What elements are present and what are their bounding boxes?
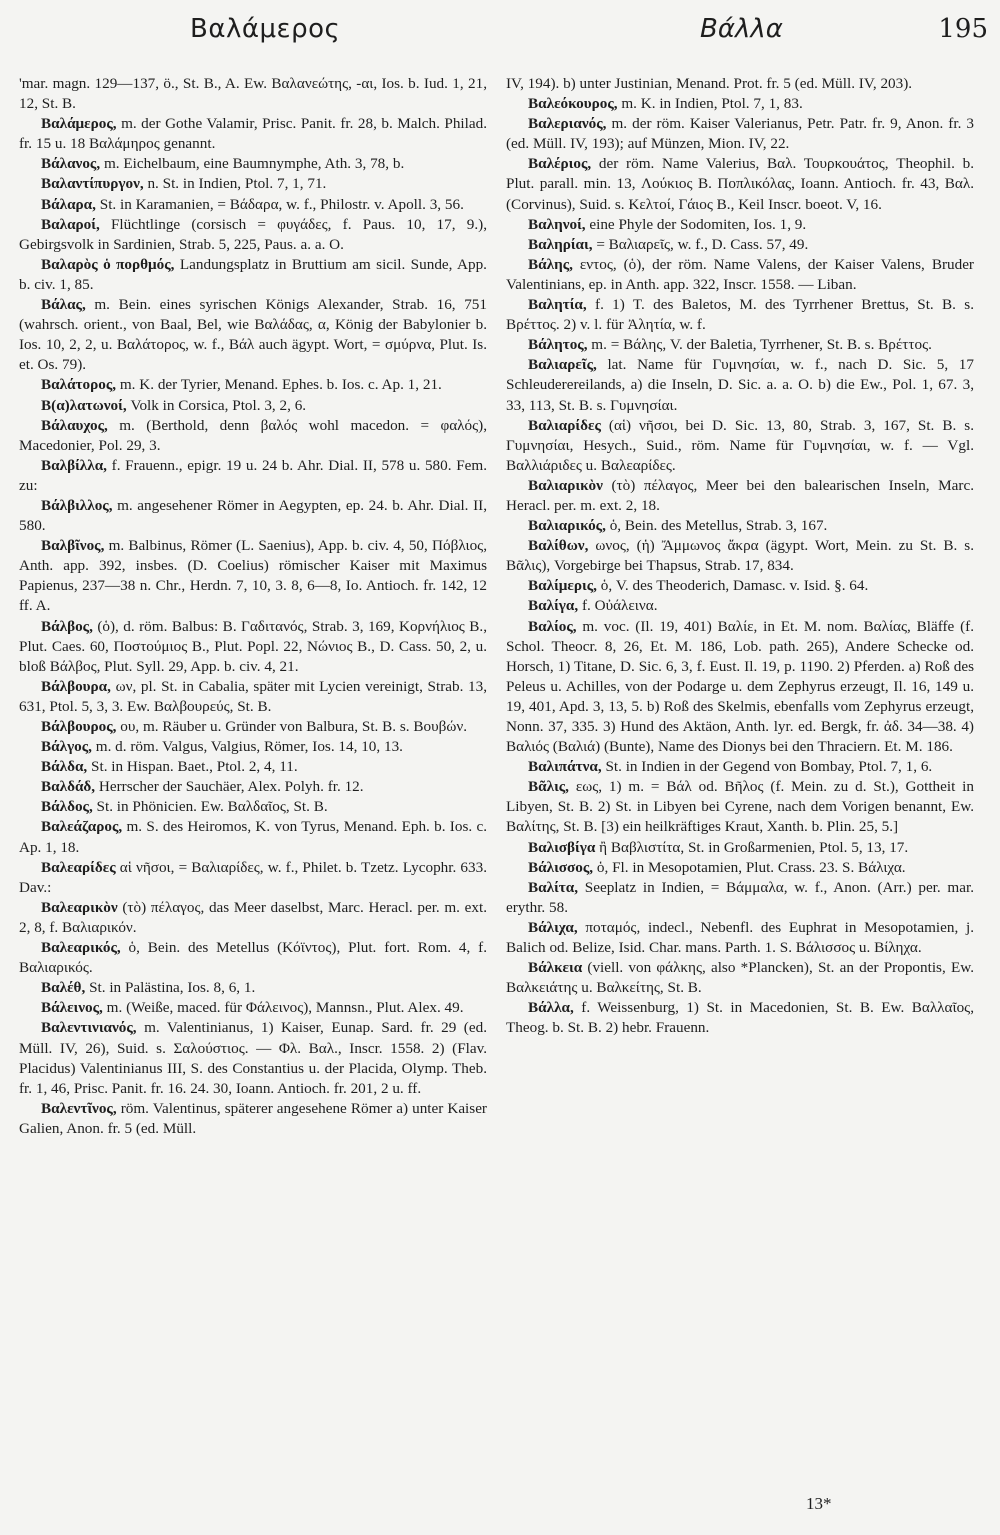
entry-text: St. in Karamanien, = Βάδαρα, w. f., Philostr. v. Apoll. 3, 56. bbox=[95, 195, 464, 213]
dictionary-entry bbox=[506, 998, 974, 1038]
dictionary-entry bbox=[506, 958, 974, 998]
entry-headword: Βαλιπάτνα, bbox=[528, 758, 602, 776]
dictionary-entry bbox=[19, 154, 487, 174]
entry-text: (τὸ) πέλαγος, Meer bei den balearischen Inseln, Marc. Heracl. per. m. ext. 2, 18. bbox=[506, 476, 974, 514]
entry-text: εντος, (ὁ), der röm. Name Valens, der Kaiser Valens, Bruder Valentinians, ep. in Anth. app. 322, Inscr. 1558. — Liban. bbox=[506, 255, 974, 293]
entry-headword: Βαλιαρικός, bbox=[528, 517, 606, 535]
entry-headword: Βάλισσος, bbox=[528, 858, 594, 876]
dictionary-entry bbox=[506, 94, 974, 114]
dictionary-entry bbox=[19, 255, 487, 295]
dictionary-entry bbox=[19, 938, 487, 978]
entry-text: m. = Βάλης, V. der Baletia, Tyrrhener, St. B. s. Βρέττος. bbox=[587, 336, 932, 354]
entry-headword: Βαλεαρίδες bbox=[41, 858, 116, 876]
right-column bbox=[506, 74, 974, 1039]
entry-headword: Βᾶλις, bbox=[528, 778, 569, 796]
entry-headword: Βάλεινος, bbox=[41, 999, 103, 1017]
dictionary-entry bbox=[19, 898, 487, 938]
entry-headword: Βάλδος, bbox=[41, 798, 93, 816]
entry-text: m. voc. (Il. 19, 401) Βαλίε, in Et. M. nom. Βαλίας, Bläffe (f. Schol. Theocr. 8, 26, Et. M. 186, Lob. path. 265), Andere Schecke od. Horsch, 1) Titane, D. Sic. 6, 3, f. Eust. Il. 19, p. 1190. 2) Pferden. a) Roß des Peleus u. Achilles, von der Podarge u. dem Zephyrus erzeugt, Il. 16, 149 u. 19, 401, Apd. 3, 13, 5. b) Roß des Skelmis, ebenfalls vom Zephyrus erzeugt, Nonn. 37, 335. 3) Hund des Aktäon, Anth. lyr. ed. Bergk, fr. ἀδ. 34—38. 4) Βαλιός (Βαλιά) (Bunte), Name des Dionys bei den Thraciern. Et. M. 186. bbox=[506, 617, 974, 756]
entry-text: f. Οὐάλεινα. bbox=[578, 597, 658, 615]
entry-text: lat. Name für Γυμνησίαι, w. f., nach D. Sic. 5, 17 Schleuderereilands, a) die Inseln, D. Sic. a. a. O. b) die Ew., Pol. 1, 67. 3, 33, 113, St. B. s. Γυμνησίαι. bbox=[506, 356, 974, 414]
entry-text: m. Bein. eines syrischen Königs Alexander, Strab. 16, 751 (wahrsch. orient., von Baal, Bel, wie Βαλάδας, α, König der Babylonier b. Ios. 10, 2, 2, u. Βαλάτορος, w. f., Βάλ auch ägypt. Wort, = σμύρνα, Plut. Is. et. Os. 79). bbox=[19, 296, 487, 374]
dictionary-entry bbox=[506, 74, 974, 94]
signature-mark: 13* bbox=[806, 1494, 832, 1513]
entry-text: (viell. von φάλκης, also *Plancken), St. an der Propontis, Ew. Βαλκειάτης u. Βαλκείτης, St. B. bbox=[506, 959, 974, 997]
dictionary-entry bbox=[506, 516, 974, 536]
entry-text: Landungsplatz in Bruttium am sicil. Sunde, App. b. civ. 1, 85. bbox=[19, 255, 487, 293]
dictionary-entry bbox=[506, 215, 974, 235]
entry-text: St. in Phönicien. Ew. Βαλδαῖος, St. B. bbox=[92, 798, 328, 816]
dictionary-entry bbox=[19, 978, 487, 998]
entry-text: m. K. der Tyrier, Menand. Ephes. b. Ios. c. Ap. 1, 21. bbox=[116, 376, 442, 394]
entry-headword: Βαλεαρικός, bbox=[41, 939, 121, 957]
entry-text: m. Balbinus, Römer (L. Saenius), App. b. civ. 4, 50, Πόβλιος, Anth. app. 392, insbes. (D. Coelius) römischer Kaiser mit Maximus Papienus, 237—38 n. Chr., Herdn. 7, 10, 3. 8, 6—8, Io. Antioch. fr. 142, 12 ff. A. bbox=[19, 537, 487, 615]
entry-text: m. (Berthold, denn βαλός wohl macedon. = φαλός), Macedonier, Pol. 29, 3. bbox=[19, 416, 487, 454]
dictionary-entry bbox=[19, 858, 487, 898]
dictionary-entry bbox=[506, 355, 974, 415]
dictionary-entry bbox=[19, 396, 487, 416]
dictionary-entry bbox=[19, 536, 487, 616]
entry-text: m. angesehener Römer in Aegypten, ep. 24. b. Ahr. Dial. II, 580. bbox=[19, 496, 487, 535]
dictionary-entry bbox=[19, 757, 487, 777]
entry-headword: Βαλίος, bbox=[528, 617, 577, 635]
entry-headword: Βαληρίαι, bbox=[528, 235, 593, 253]
dictionary-entry bbox=[19, 817, 487, 857]
entry-text: αἱ νῆσοι, = Βαλιαρίδες, w. f., Philet. b. Tzetz. Lycophr. 633. Dav.: bbox=[19, 858, 487, 896]
entry-headword: Βαλιαρίδες bbox=[528, 416, 601, 434]
entry-text: (ὁ), d. röm. Balbus: B. Γαδιτανός, Strab. 3, 169, Κορνήλιος B., Plut. Caes. 60, Ποστούμιος B., Plut. Popl. 22, Νώνιος B., D. Cass. 50, 2, u. bloß Βάλβος, Plut. Syll. 29, App. b. civ. 4, 21. bbox=[19, 617, 487, 675]
entry-headword: Βάλης, bbox=[528, 255, 573, 273]
dictionary-entry bbox=[19, 717, 487, 737]
entry-text: f. Frauenn., epigr. 19 u. 24 b. Ahr. Dial. II, 578 u. 580. Fem. zu: bbox=[19, 456, 487, 494]
dictionary-entry bbox=[506, 476, 974, 516]
entry-text: ἢ Βαβλιστίτα, St. in Großarmenien, Ptol. 5, 13, 17. bbox=[595, 838, 909, 856]
dictionary-entry bbox=[506, 536, 974, 576]
entry-text: m. S. des Heiromos, K. von Tyrus, Menand. Eph. b. Ios. c. Ap. 1, 18. bbox=[19, 818, 487, 856]
entry-headword: Βαλητία, bbox=[528, 296, 587, 314]
entry-headword: Βαλάτορος, bbox=[41, 376, 117, 394]
entry-text: f. 1) T. des Baletos, M. des Tyrrhener Brettus, St. B. s. Βρέττος. 2) v. l. für Ἀλητία, w. f. bbox=[506, 296, 974, 334]
entry-text: Flüchtlinge (corsisch = φυγάδες, f. Paus. 10, 17, 9.), Gebirgsvolk in Sardinien, Strab. 5, 225, Paus. a. a. O. bbox=[19, 215, 487, 253]
entry-text: m. Eichelbaum, eine Baumnymphe, Ath. 3, 78, b. bbox=[100, 155, 405, 173]
dictionary-entry bbox=[19, 114, 487, 154]
entry-headword: Βαλεόκουρος, bbox=[528, 95, 618, 113]
dictionary-entry bbox=[19, 416, 487, 456]
entry-text: m. Valentinianus, 1) Kaiser, Eunap. Sard. fr. 29 (ed. Müll. IV, 26), Suid. s. Σαλούστιος. — Φλ. Βαλ., Inscr. 1558. 2) (Flav. Placidus) Valentinianus III, S. des Constantius u. der Placida, Olymp. Theb. fr. 1, 46, Prisc. Panit. fr. 16. 24. 30, Ioann. Antioch. fr. 201, 2 u. ff. bbox=[19, 1019, 487, 1097]
entry-headword: Βάλιχα, bbox=[528, 918, 578, 936]
entry-text: (αἱ) νῆσοι, bei D. Sic. 13, 80, Strab. 3, 167, St. B. s. Γυμνησίαι, Hesych., Suid., röm. Name für Γυμνησίαι, w. f. — Vgl. Βαλλιάριδες u. Βαλεαρίδες. bbox=[506, 416, 974, 474]
dictionary-entry bbox=[506, 154, 974, 214]
dictionary-entry bbox=[19, 496, 487, 536]
entry-text: m. d. röm. Valgus, Valgius, Römer, Ios. 14, 10, 13. bbox=[91, 738, 403, 756]
entry-headword: Βαλαροί, bbox=[41, 215, 100, 233]
dictionary-entry bbox=[19, 456, 487, 496]
dictionary-entry bbox=[506, 757, 974, 777]
dictionary-entry bbox=[19, 1099, 487, 1139]
dictionary-entry bbox=[506, 255, 974, 295]
entry-headword: Βάλανος, bbox=[41, 155, 101, 173]
entry-headword: Βάλβουρα, bbox=[41, 677, 111, 695]
entry-headword: Βαλεριανός, bbox=[528, 115, 607, 133]
page-header bbox=[0, 14, 1000, 48]
dictionary-entry bbox=[19, 174, 487, 194]
left-guide-word: Βαλάμερος bbox=[190, 14, 341, 44]
page-number: 195 bbox=[938, 14, 988, 44]
entry-text: f. Weissenburg, 1) St. in Macedonien, St. B. Ew. Βαλλαῖος, Theog. b. St. B. 2) hebr. Frauenn. bbox=[506, 999, 974, 1037]
dictionary-entry bbox=[19, 777, 487, 797]
entry-text: eine Phyle der Sodomiten, Ios. 1, 9. bbox=[585, 215, 807, 233]
entry-headword: Βάλλα, bbox=[528, 999, 574, 1017]
dictionary-entry bbox=[19, 737, 487, 757]
entry-headword: Βάλβουρος, bbox=[41, 718, 117, 735]
entry-headword: Βαληνοί, bbox=[528, 215, 586, 233]
entry-text: IV, 194). b) unter Justinian, Menand. Prot. fr. 5 (ed. Müll. IV, 203). bbox=[506, 75, 913, 92]
dictionary-entry bbox=[19, 797, 487, 817]
entry-headword: Βαλιαρικὸν bbox=[528, 476, 603, 494]
entry-headword: Βαλάμερος, bbox=[41, 115, 117, 133]
entry-text: m. der röm. Kaiser Valerianus, Petr. Patr. fr. 9, Anon. fr. 3 (ed. Müll. IV, 193); auf Münzen, Mion. IV, 22. bbox=[506, 115, 974, 153]
entry-headword: Βαλαντίπυργον, bbox=[41, 175, 144, 193]
entry-headword: Βαλίθων, bbox=[528, 537, 589, 555]
dictionary-entry bbox=[506, 918, 974, 958]
entry-headword: Βαλίγα, bbox=[528, 597, 579, 615]
entry-headword: Βάλβος, bbox=[41, 617, 93, 635]
dictionary-entry bbox=[506, 617, 974, 758]
entry-text: röm. Valentinus, späterer angesehene Römer a) unter Kaiser Galien, Anon. fr. 5 (ed. Müll. bbox=[19, 1099, 487, 1137]
entry-headword: Βάλκεια bbox=[528, 959, 583, 977]
dictionary-entry bbox=[506, 576, 974, 596]
entry-headword: Βαλέθ, bbox=[41, 979, 86, 997]
dictionary-entry bbox=[506, 114, 974, 154]
entry-text: m. der Gothe Valamir, Prisc. Panit. fr. 28, b. Malch. Philad. fr. 15 u. 18 Βαλάμηρος genannt. bbox=[19, 115, 487, 153]
right-guide-word: Βάλλα bbox=[700, 14, 783, 44]
entry-text: ωνος, (ἡ) Ἄμμωνος ἄκρα (ägypt. Wort, Mein. zu St. B. s. Βᾶλις), Vorgebirge bei Thapsus, Strab. 17, 834. bbox=[506, 537, 974, 575]
entry-headword: Βαλίμερις, bbox=[528, 577, 597, 595]
entry-text: Volk in Corsica, Ptol. 3, 2, 6. bbox=[126, 396, 307, 414]
entry-text: ὁ, Bein. des Metellus, Strab. 3, 167. bbox=[605, 517, 828, 535]
entry-headword: Βάλητος, bbox=[528, 336, 588, 354]
entry-headword: Βάλας, bbox=[41, 296, 86, 314]
entry-text: ὁ, Fl. in Mesopotamien, Plut. Crass. 23. S. Βάλιχα. bbox=[593, 858, 906, 876]
entry-text: ποταμός, indecl., Nebenfl. des Euphrat in Mesopotamien, j. Balich od. Belize, Isid. Char. mans. Parth. 1. S. Βάλισσος u. Βίληχα. bbox=[506, 918, 974, 957]
entry-text: 'mar. magn. 129—137, ö., St. B., A. Ew. Βαλανεώτης, -αι, Ios. b. Iud. 1, 21, 12, St. B. bbox=[19, 75, 487, 113]
entry-text: ων, pl. St. in Cabalia, später mit Lycien vereinigt, Strab. 13, 631, Ptol. 5, 3, 3. Ew. Βαλβουρεύς, St. B. bbox=[19, 677, 487, 715]
dictionary-entry bbox=[506, 777, 974, 837]
entry-headword: Βάλβιλλος, bbox=[41, 496, 113, 514]
dictionary-entry bbox=[506, 596, 974, 616]
entry-headword: Βαλβίλλα, bbox=[41, 456, 107, 474]
entry-headword: Βάλδα, bbox=[41, 758, 88, 776]
entry-text: ὁ, Bein. des Metellus (Κόϊντος), Plut. fort. Rom. 4, f. Βαλιαρικός. bbox=[19, 939, 487, 977]
entry-text: St. in Palästina, Ios. 8, 6, 1. bbox=[85, 979, 256, 997]
dictionary-entry bbox=[19, 74, 487, 114]
dictionary-entry bbox=[506, 295, 974, 335]
dictionary-entry bbox=[19, 215, 487, 255]
dictionary-entry bbox=[19, 195, 487, 215]
entry-headword: Βαλισβίγα bbox=[528, 838, 596, 856]
entry-text: εως, 1) m. = Βάλ od. Βῆλος (f. Mein. zu d. St.), Gottheit in Libyen, St. B. 2) St. in Libyen bei Cyrene, nach dem Vorigen benannt, Ew. Βαλίτης, St. B. [3) ein heilkräftiges Kraut, Xanth. b. Plin. 25, 5.] bbox=[506, 778, 974, 836]
entry-text: m. K. in Indien, Ptol. 7, 1, 83. bbox=[617, 95, 803, 113]
entry-text: ὁ, V. des Theoderich, Damasc. v. Isid. §. 64. bbox=[596, 577, 869, 595]
entry-text: St. in Indien in der Gegend von Bombay, Ptol. 7, 1, 6. bbox=[601, 758, 933, 776]
entry-text: Seeplatz in Indien, = Βάμμαλα, w. f., Anon. (Arr.) per. mar. erythr. 58. bbox=[506, 878, 974, 916]
dictionary-entry bbox=[506, 416, 974, 476]
entry-headword: Βαλεντινιανός, bbox=[41, 1019, 137, 1037]
dictionary-entry bbox=[506, 838, 974, 858]
entry-headword: Βάλαρα, bbox=[41, 195, 96, 213]
dictionary-entry bbox=[19, 295, 487, 375]
entry-headword: Βαλβῖνος, bbox=[41, 537, 105, 555]
dictionary-entry bbox=[19, 375, 487, 395]
entry-headword: Βάλαυχος, bbox=[41, 416, 108, 434]
dictionary-entry bbox=[506, 235, 974, 255]
entry-text: der röm. Name Valerius, Βαλ. Τουρκουάτος, Theophil. b. Plut. parall. min. 13, Λούκιος B. Ποπλικόλας, Ioann. Antioch. fr. 43, Βαλ. (Corvinus), Suid. s. Κελτοί, Γάιος B., Keil Inscr. boeot. V, 16. bbox=[506, 155, 974, 213]
dictionary-entry bbox=[506, 858, 974, 878]
dictionary-entry bbox=[19, 677, 487, 717]
entry-text: = Βαλιαρεῖς, w. f., D. Cass. 57, 49. bbox=[592, 235, 809, 253]
entry-headword: Βαλδάδ, bbox=[41, 778, 96, 796]
entry-headword: B(α)λατωνοί, bbox=[41, 396, 127, 414]
entry-headword: Βαλαρὸς ὁ πορθμός, bbox=[41, 255, 175, 273]
dictionary-entry bbox=[19, 617, 487, 677]
dictionary-entry bbox=[19, 998, 487, 1018]
entry-headword: Βάλγος, bbox=[41, 738, 92, 756]
entry-headword: Βαλίτα, bbox=[528, 878, 579, 896]
entry-text: Herrscher der Sauchäer, Alex. Polyh. fr. 12. bbox=[95, 778, 364, 796]
entry-headword: Βαλιαρεῖς, bbox=[528, 356, 597, 374]
entry-text: St. in Hispan. Baet., Ptol. 2, 4, 11. bbox=[87, 758, 298, 776]
entry-text: ου, m. Räuber u. Gründer von Balbura, St. B. s. Βουβών. bbox=[116, 718, 468, 735]
entry-text: (τὸ) πέλαγος, das Meer daselbst, Marc. Heracl. per. m. ext. 2, 8, f. Βαλιαρικόν. bbox=[19, 898, 487, 936]
entry-text: m. (Weiße, maced. für Φάλεινος), Mannsn., Plut. Alex. 49. bbox=[102, 999, 464, 1017]
entry-headword: Βαλέριος, bbox=[528, 155, 592, 173]
entry-text: n. St. in Indien, Ptol. 7, 1, 71. bbox=[143, 175, 327, 193]
left-column bbox=[19, 74, 487, 1139]
dictionary-entry bbox=[506, 878, 974, 918]
entry-headword: Βαλεαρικὸν bbox=[41, 898, 118, 916]
dictionary-entry bbox=[19, 1018, 487, 1098]
entry-headword: Βαλεντῖνος, bbox=[41, 1099, 117, 1117]
entry-headword: Βαλεάζαρος, bbox=[41, 818, 123, 836]
dictionary-entry bbox=[506, 335, 974, 355]
